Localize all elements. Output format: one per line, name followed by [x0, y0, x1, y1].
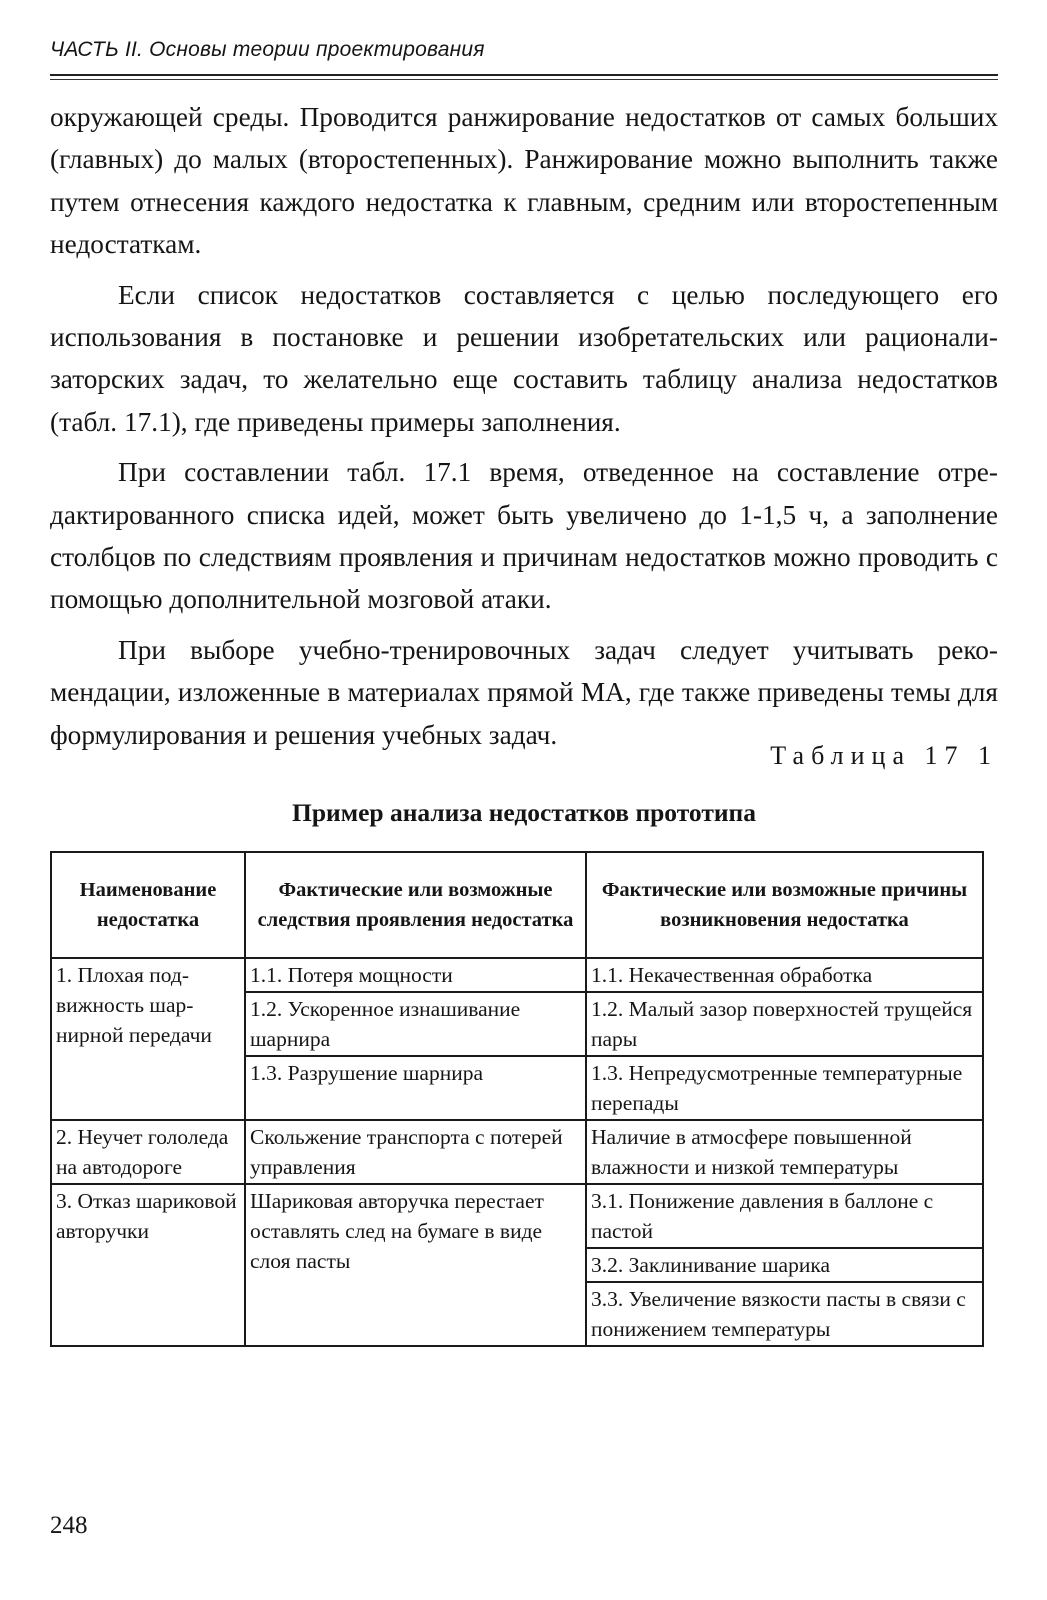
cause-cell: 3.3. Увеличение вязкости пасты в связи с понижением температуры	[586, 1282, 983, 1346]
paragraph-1: окружающей среды. Проводится ранжирование недостатков от самых больших (главных) до малых (второстепенных). Ранжирование можно выполнить также путем отнесения каждого недостатка к главным, средним или второстепенным недостаткам.	[50, 102, 998, 260]
header-consequences: Фактические или возможные следствия проявления недостатка	[245, 852, 586, 958]
table-row	[51, 1120, 983, 1184]
consequence-cell: 1.1. Потеря мощности	[245, 958, 586, 992]
cause-cell: 1.1. Некачественная обработка	[586, 958, 983, 992]
header-causes: Фактические или возможные причины возникновения недостатка	[586, 852, 983, 958]
body-text	[50, 96, 998, 764]
header-rule-thin	[50, 79, 998, 80]
header-rule-thick	[50, 74, 998, 76]
paragraph-4: При выборе учебно-тренировочных задач следует учитывать рекомендации, изложенные в материалах прямой МА, где также приведены темы для формулирования и решения учебных задач.	[50, 634, 998, 750]
table-row	[51, 958, 983, 992]
cause-cell: 3.1. Понижение давления в баллоне с пастой	[586, 1184, 983, 1248]
running-head: ЧАСТЬ II. Основы теории проектирования	[50, 38, 485, 61]
consequence-cell: 1.3. Разрушение шарнира	[245, 1056, 586, 1120]
header-flaw-name: Наименование недостатка	[51, 852, 245, 958]
cause-cell: 1.3. Непредусмотренные температурные перепады	[586, 1056, 983, 1120]
consequence-cell: 1.2. Ускоренное изнашивание шарнира	[245, 992, 586, 1056]
consequence-cell: Скольжение транспорта с потерей управления	[245, 1120, 586, 1184]
cause-cell: 3.2. Заклинивание шарика	[586, 1248, 983, 1282]
page-number: 248	[50, 1512, 88, 1539]
flaw-name-cell: 2. Неучет гололеда на автодороге	[51, 1120, 245, 1184]
table-row	[51, 1184, 983, 1248]
consequence-cell: Шариковая авторучка перестает оставлять след на бумаге в виде слоя пасты	[245, 1184, 586, 1346]
cause-cell: Наличие в атмосфере повышенной влажности и низкой температуры	[586, 1120, 983, 1184]
paragraph-3: При составлении табл. 17.1 время, отведенное на составление отредактированного списка идей, может быть увеличено до 1-1,5 ч, а заполнение столбцов по следствиям проявления и причинам недостатков можно проводить с помощью дополнительной мозговой атаки.	[50, 457, 998, 615]
table-header-row	[51, 852, 983, 958]
flaws-analysis-table	[50, 851, 984, 1347]
flaw-name-cell: 1. Плохая подвижность шарнирной передачи	[51, 958, 245, 1120]
paragraph-2: Если список недостатков составляется с целью последующего его использования в постановке и решении изобретательских или рационализаторских задач, то желательно еще составить таблицу анализа недостатков (табл. 17.1), где приведены примеры заполнения.	[50, 279, 998, 437]
table-number: Таблица 17 1	[770, 741, 998, 770]
table-title: Пример анализа недостатков прототипа	[291, 798, 756, 827]
cause-cell: 1.2. Малый зазор поверхностей трущейся пары	[586, 992, 983, 1056]
flaw-name-cell: 3. Отказ шариковой авторучки	[51, 1184, 245, 1346]
